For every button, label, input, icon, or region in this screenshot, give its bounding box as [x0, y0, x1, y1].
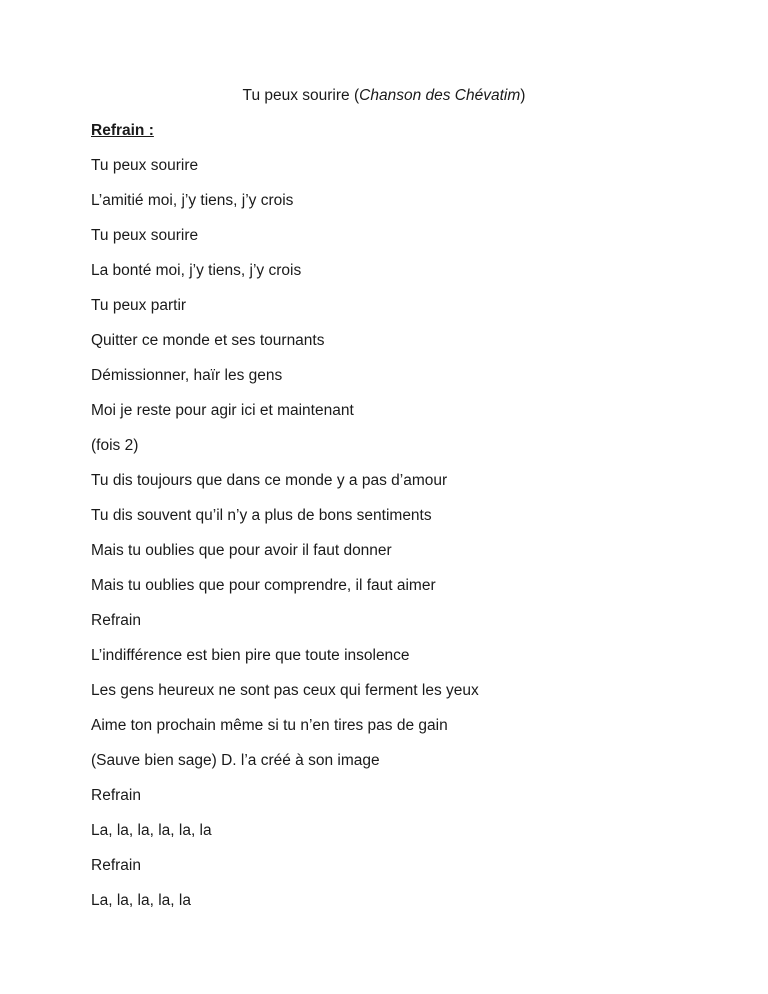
lyric-line: Refrain: [91, 857, 141, 874]
song-title-main: Tu peux sourire: [242, 87, 350, 104]
song-title-open-paren: (: [349, 87, 360, 104]
lyric-line: Tu peux sourire: [91, 227, 199, 244]
lyric-line: Refrain: [91, 612, 141, 629]
lyric-line: Tu dis souvent qu’il n’y a plus de bons sentiments: [91, 507, 432, 524]
song-title: [0, 86, 768, 106]
lyric-line: Mais tu oublies que pour avoir il faut donner: [91, 542, 392, 559]
lyric-line: Mais tu oublies que pour comprendre, il faut aimer: [91, 577, 436, 594]
song-title-subtitle: Chanson des Chévatim: [359, 87, 521, 104]
lyric-line: Tu peux partir: [91, 297, 187, 314]
lyric-line: La, la, la, la, la: [91, 892, 191, 909]
lyric-line: Les gens heureux ne sont pas ceux qui ferment les yeux: [91, 682, 479, 699]
lyric-line: L’amitié moi, j’y tiens, j’y crois: [91, 192, 294, 209]
refrain-heading: Refrain :: [91, 122, 154, 139]
lyric-line: Quitter ce monde et ses tournants: [91, 332, 325, 349]
lyric-line: (fois 2): [91, 437, 139, 454]
lyric-line: Tu peux sourire: [91, 157, 199, 174]
lyric-line: Refrain: [91, 787, 141, 804]
lyric-line: L’indifférence est bien pire que toute insolence: [91, 647, 410, 664]
song-title-close-paren: ): [520, 87, 526, 104]
lyric-line: Démissionner, haïr les gens: [91, 367, 283, 384]
lyrics-body: [91, 121, 731, 926]
lyric-line: Tu dis toujours que dans ce monde y a pas d’amour: [91, 472, 448, 489]
lyric-line: Aime ton prochain même si tu n’en tires pas de gain: [91, 717, 448, 734]
lyric-line: La, la, la, la, la, la: [91, 822, 212, 839]
lyric-line: (Sauve bien sage) D. l’a créé à son image: [91, 752, 380, 769]
lyric-line: Moi je reste pour agir ici et maintenant: [91, 402, 354, 419]
lyric-line: La bonté moi, j’y tiens, j’y crois: [91, 262, 302, 279]
